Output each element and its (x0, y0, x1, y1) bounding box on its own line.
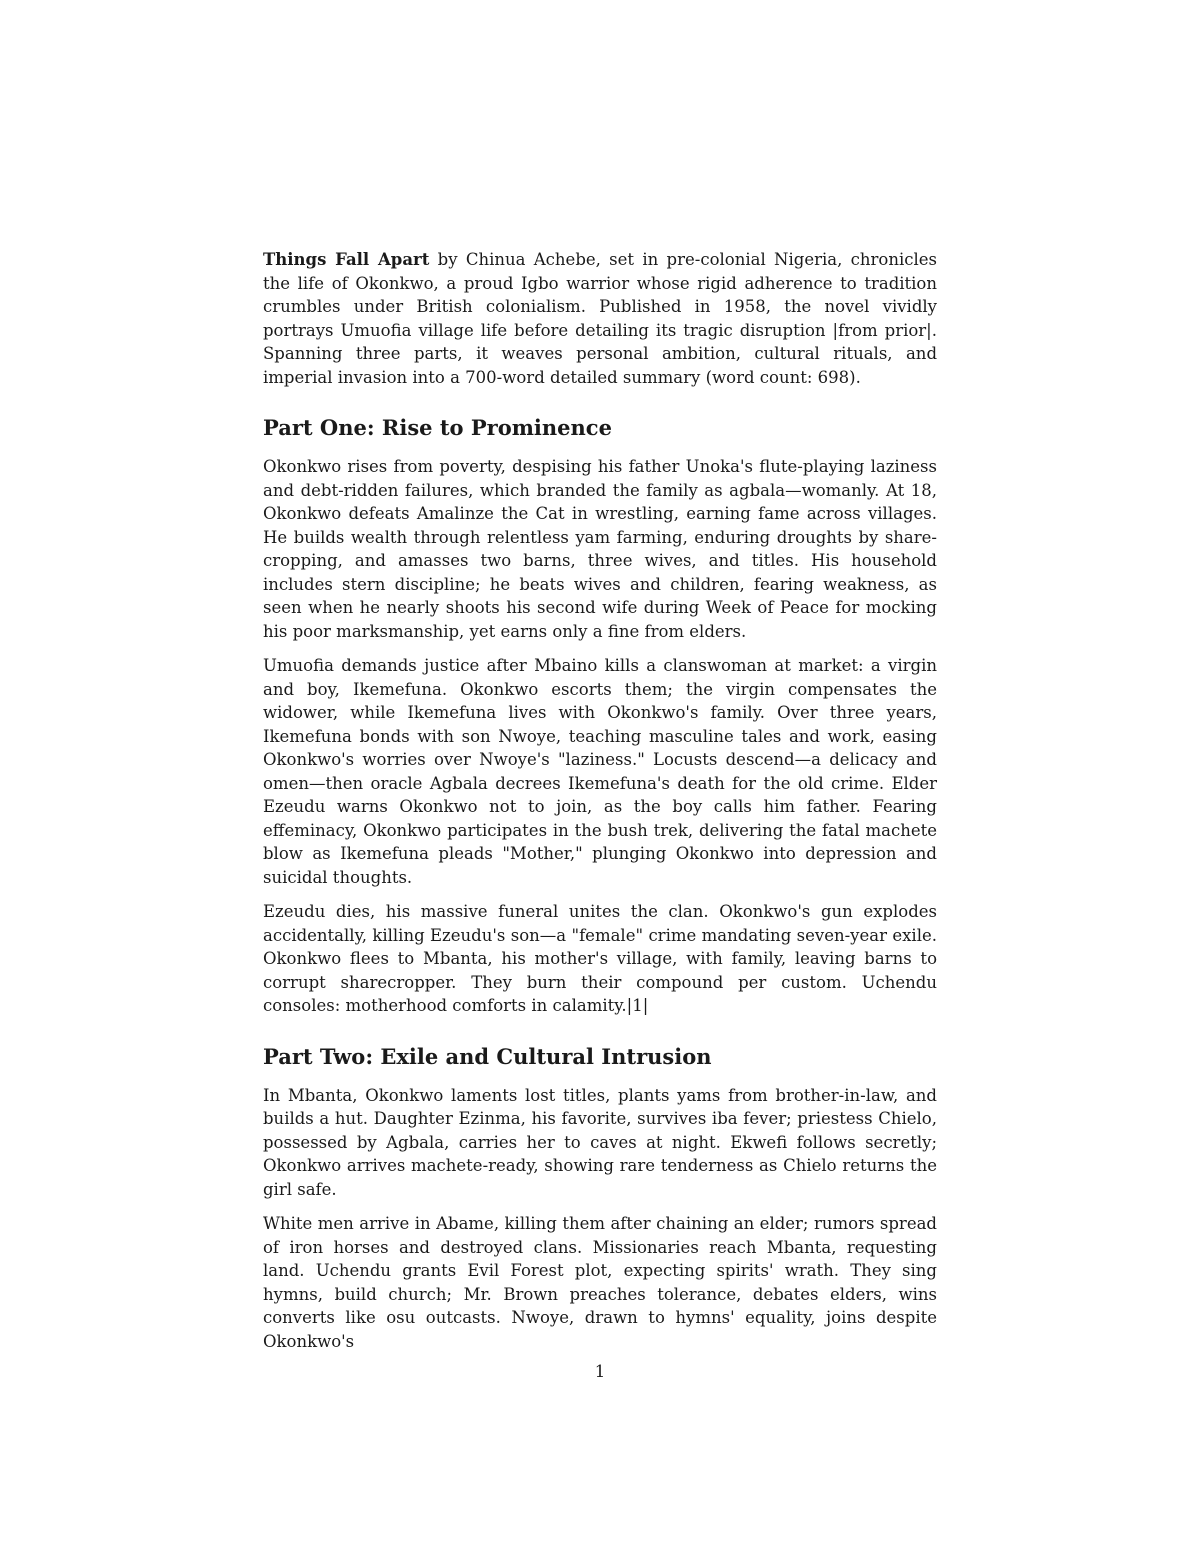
paragraph: In Mbanta, Okonkwo laments lost titles, plants yams from brother-in-law, and builds a hut. Daughter Ezinma, his favorite, survives iba fever; priestess Chielo, possessed by Agbala, carries her to caves at night. Ekwefi follows secretly; Okonkwo arrives machete-ready, showing rare tenderness as Chielo returns the girl safe. (263, 1085, 937, 1199)
intro-text: by Chinua Achebe, set in pre-colonial Nigeria, chronicles the life of Okonkwo, a proud Igbo warrior whose rigid adherence to tradition crumbles under British colonialism. Published in 1958, the novel vividly portrays Umuofia village life before detailing its tragic disruption |from prior|. Spanning three parts, it weaves personal ambition, cultural rituals, and imperial invasion into a 700-word detailed summary (word count: 698). (263, 250, 937, 387)
section-heading-part-two: Part Two: Exile and Cultural Intrusion (263, 1043, 712, 1069)
page-number: 1 (594, 1362, 606, 1381)
section-heading-part-one: Part One: Rise to Prominence (263, 415, 612, 440)
paragraph: Umuofia demands justice after Mbaino kills a clanswoman at market: a virgin and boy, Ikemefuna. Okonkwo escorts them; the virgin compensates the widower, while Ikemefuna lives with Okonkwo's family. Over three years, Ikemefuna bonds with son Nwoye, teaching masculine tales and work, easing Okonkwo's worries over Nwoye's "laziness." Locusts descend—a delicacy and omen—then oracle Agbala decrees Ikemefuna's death for the old crime. Elder Ezeudu warns Okonkwo not to join, as the boy calls him father. Fearing effeminacy, Okonkwo participates in the bush trek, delivering the fatal machete blow as Ikemefuna pleads "Mother," plunging Okonkwo into depression and suicidal thoughts. (263, 656, 937, 887)
paragraph: Okonkwo rises from poverty, despising his father Unoka's flute-playing laziness and debt-ridden failures, which branded the family as agbala—womanly. At 18, Okonkwo defeats Amalinze the Cat in wrestling, earning fame across villages. He builds wealth through relentless yam farming, enduring droughts by share-cropping, and amasses two barns, three wives, and titles. His household includes stern discipline; he beats wives and children, fearing weakness, as seen when he nearly shoots his second wife during Week of Peace for mocking his poor marksmanship, yet earns only a fine from elders. (263, 457, 937, 641)
intro-paragraph (263, 248, 937, 389)
paragraph: Ezeudu dies, his massive funeral unites the clan. Okonkwo's gun explodes accidentally, killing Ezeudu's son—a "female" crime mandating seven-year exile. Okonkwo flees to Mbanta, his mother's village, with family, leaving barns to corrupt sharecropper. They burn their compound per custom. Uchendu consoles: motherhood comforts in calamity.|1| (263, 902, 937, 1015)
document-page (263, 248, 937, 1364)
book-title: Things Fall Apart (263, 250, 430, 269)
paragraph: White men arrive in Abame, killing them after chaining an elder; rumors spread of iron horses and destroyed clans. Missionaries reach Mbanta, requesting land. Uchendu grants Evil Forest plot, expecting spirits' wrath. They sing hymns, build church; Mr. Brown preaches tolerance, debates elders, wins converts like osu outcasts. Nwoye, drawn to hymns' equality, joins despite Okonkwo's (263, 1214, 937, 1351)
